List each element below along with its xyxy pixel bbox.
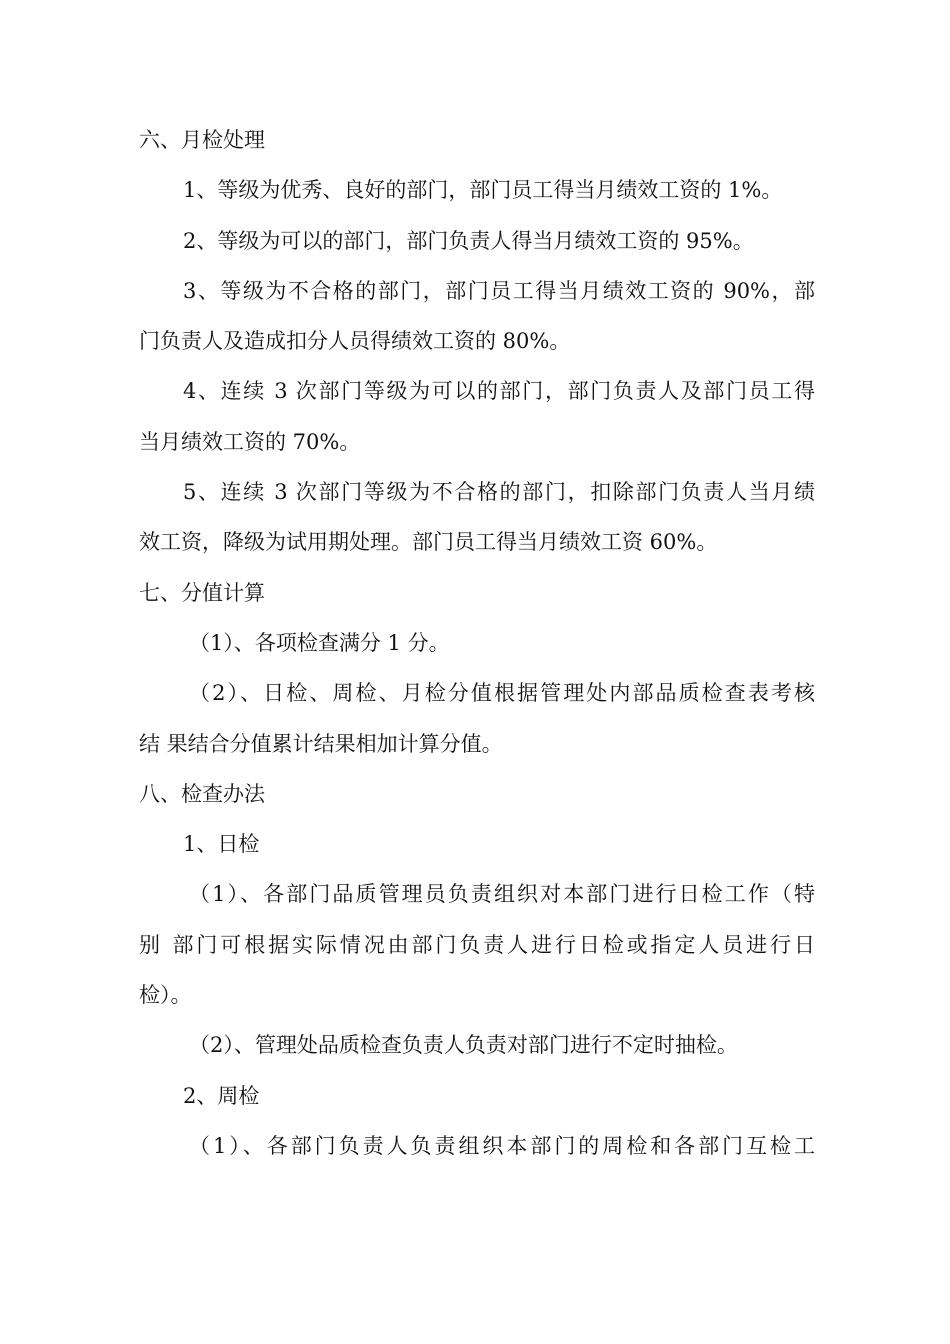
paragraph-line: 3、等级为不合格的部门，部门员工得当月绩效工资的 90%，部	[183, 278, 815, 303]
paragraph-line: 2、等级为可以的部门，部门负责人得当月绩效工资的 95%。	[183, 228, 754, 253]
paragraph-line: 1、等级为优秀、良好的部门，部门员工得当月绩效工资的 1%。	[183, 178, 783, 203]
section-heading: 六、月检处理	[139, 128, 265, 152]
section-heading: 八、检查办法	[139, 781, 265, 806]
paragraph-line: （1）、各部门品质管理员负责组织对本部门进行日检工作（特	[189, 882, 815, 907]
paragraph-line: 4、连续 3 次部门等级为可以的部门，部门负责人及部门员工得	[183, 379, 815, 404]
paragraph-line: 5、连续 3 次部门等级为不合格的部门，扣除部门负责人当月绩	[183, 480, 815, 505]
paragraph-line: （2）、日检、周检、月检分值根据管理处内部品质检查表考核	[189, 681, 815, 706]
paragraph-line: 别 部门可根据实际情况由部门负责人进行日检或指定人员进行日	[139, 932, 815, 957]
paragraph-line: （2）、管理处品质检查负责人负责对部门进行不定时抽检。	[189, 1033, 738, 1058]
document-body	[139, 115, 815, 1171]
paragraph-line: 当月绩效工资的 70%。	[139, 429, 361, 454]
paragraph-line: （1）、各项检查满分 1 分。	[189, 630, 450, 655]
section-heading: 七、分值计算	[139, 580, 265, 605]
subsection-heading: 2、周检	[183, 1083, 260, 1108]
paragraph-line: 结 果结合分值累计结果相加计算分值。	[139, 731, 503, 756]
paragraph-line: （1）、各部门负责人负责组织本部门的周检和各部门互检工	[189, 1133, 815, 1158]
paragraph-line: 检）。	[139, 983, 192, 1008]
paragraph-line: 门负责人及造成扣分人员得绩效工资的 80%。	[139, 329, 571, 354]
subsection-heading: 1、日检	[183, 832, 260, 857]
paragraph-line: 效工资，降级为试用期处理。部门员工得当月绩效工资 60%。	[139, 530, 718, 555]
